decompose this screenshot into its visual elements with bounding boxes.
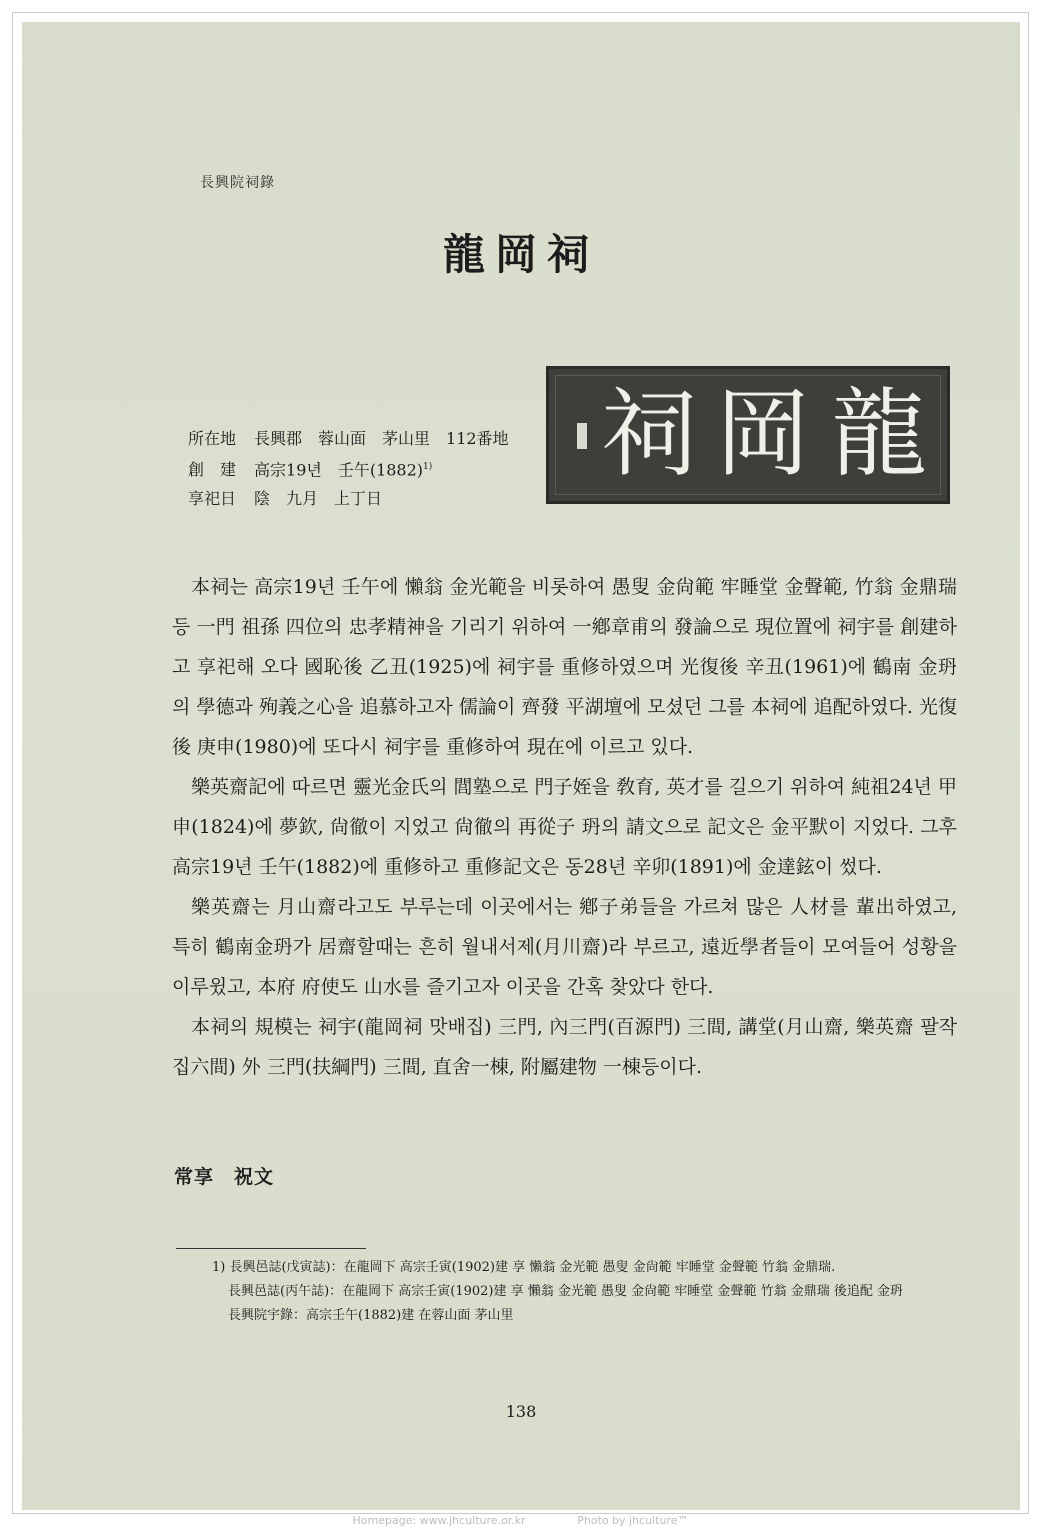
info-value: 高宗19년 壬午(1882)	[254, 460, 424, 480]
footnote: 長興院宇錄：高宗壬午(1882)建 在蓉山面 茅山里	[228, 1308, 514, 1323]
footnote: 1) 長興邑誌(戊寅誌)：在龍岡下 高宗壬寅(1902)建 享 懶翁 金光範 愚叟 金尙範 牢睡堂 金聲範 竹翁 金鼎瑞.	[212, 1260, 836, 1275]
page-number: 138	[505, 1402, 537, 1421]
footnotes	[212, 1256, 972, 1328]
footnote-rule	[176, 1248, 366, 1249]
info-block	[188, 424, 527, 513]
info-value: 陰 九月 上丁日	[254, 489, 383, 509]
plaque-character: 龍	[831, 378, 927, 490]
plaque-seal	[577, 423, 587, 449]
info-row-founded	[188, 453, 527, 484]
paragraph: 樂英齋는 月山齋라고도 부루는데 이곳에서는 鄕子弟들을 가르쳐 많은 人材를 輩出하였고, 특히 鶴南金玬가 居齋할때는 흔히 월내서제(月川齋)라 부르고, 遠近學者들이 모여들어 성황을 이루윘고, 本府 府使도 山水를 즐기고자 이곳을 간혹 찾았다 한다.	[172, 896, 957, 998]
book-page	[22, 22, 1020, 1510]
paragraph: 樂英齋記에 따르면 靈光金氏의 閭塾으로 門子姪을 敎育, 英才를 길으기 위하여 純祖24년 甲申(1824)에 夢欽, 尙徹이 지었고 尙徹의 再從子 玬의 請文으로 記文은 金平默이 지었다. 그후 高宗19년 壬午(1882)에 重修하고 重修記文은 동28년 辛卯(1891)에 金達鉉이 썼다.	[172, 776, 957, 878]
running-header: 長興院祠錄	[200, 175, 275, 191]
calligraphy-plaque-image	[546, 366, 950, 504]
info-label: 所在地	[188, 429, 237, 448]
section-heading: 常享 祝文	[174, 1166, 275, 1188]
paragraph: 本祠는 高宗19년 壬午에 懶翁 金光範을 비롯하여 愚叟 金尙範 牢睡堂 金聲範, 竹翁 金鼎瑞등 一門 祖孫 四位의 忠孝精神을 기리기 위하여 一鄕章甫의 發論으로 現位置에 祠宇를 創建하고 享祀해 오다 國恥後 乙丑(1925)에 祠宇를 重修하였으며 光復後 辛丑(1961)에 鶴南 金玬의 學德과 殉義之心을 追慕하고자 儒論이 齊發 平湖壇에 모셨던 그를 本祠에 追配하였다. 光復後 庚申(1980)에 또다시 祠宇를 重修하여 現在에 이르고 있다.	[172, 576, 957, 758]
plaque-character: 岡	[715, 378, 811, 490]
homepage-credit: Homepage: www.jhculture.or.kr	[352, 1514, 526, 1527]
info-label: 享祀日	[188, 489, 237, 509]
paragraph: 本祠의 規模는 祠宇(龍岡祠 맛배집) 三門, 內三門(百源門) 三間, 講堂(月山齋, 樂英齋 팔작집六間) 外 三門(扶綱門) 三間, 直舍一棟, 附屬建物 一棟등이다.	[172, 1016, 957, 1078]
info-label: 創 建	[188, 460, 237, 480]
plaque-character: 祠	[601, 378, 697, 490]
footnote-marker: 1)	[423, 462, 433, 472]
info-value: 長興郡 蓉山面 茅山里 112番地	[254, 429, 509, 448]
photo-credit	[0, 1514, 1041, 1534]
body-text	[172, 567, 957, 1087]
photo-credit-text: Photo by jhculture™	[577, 1514, 689, 1527]
info-row-ritual-day	[188, 484, 527, 513]
page-title: 龍岡祠	[442, 230, 599, 279]
footnote: 長興邑誌(丙午誌)：在龍岡下 高宗壬寅(1902)建 享 懶翁 金光範 愚叟 金尙範 牢睡堂 金聲範 竹翁 金鼎瑞 後追配 金玬	[228, 1284, 903, 1299]
info-row-location	[188, 424, 527, 453]
